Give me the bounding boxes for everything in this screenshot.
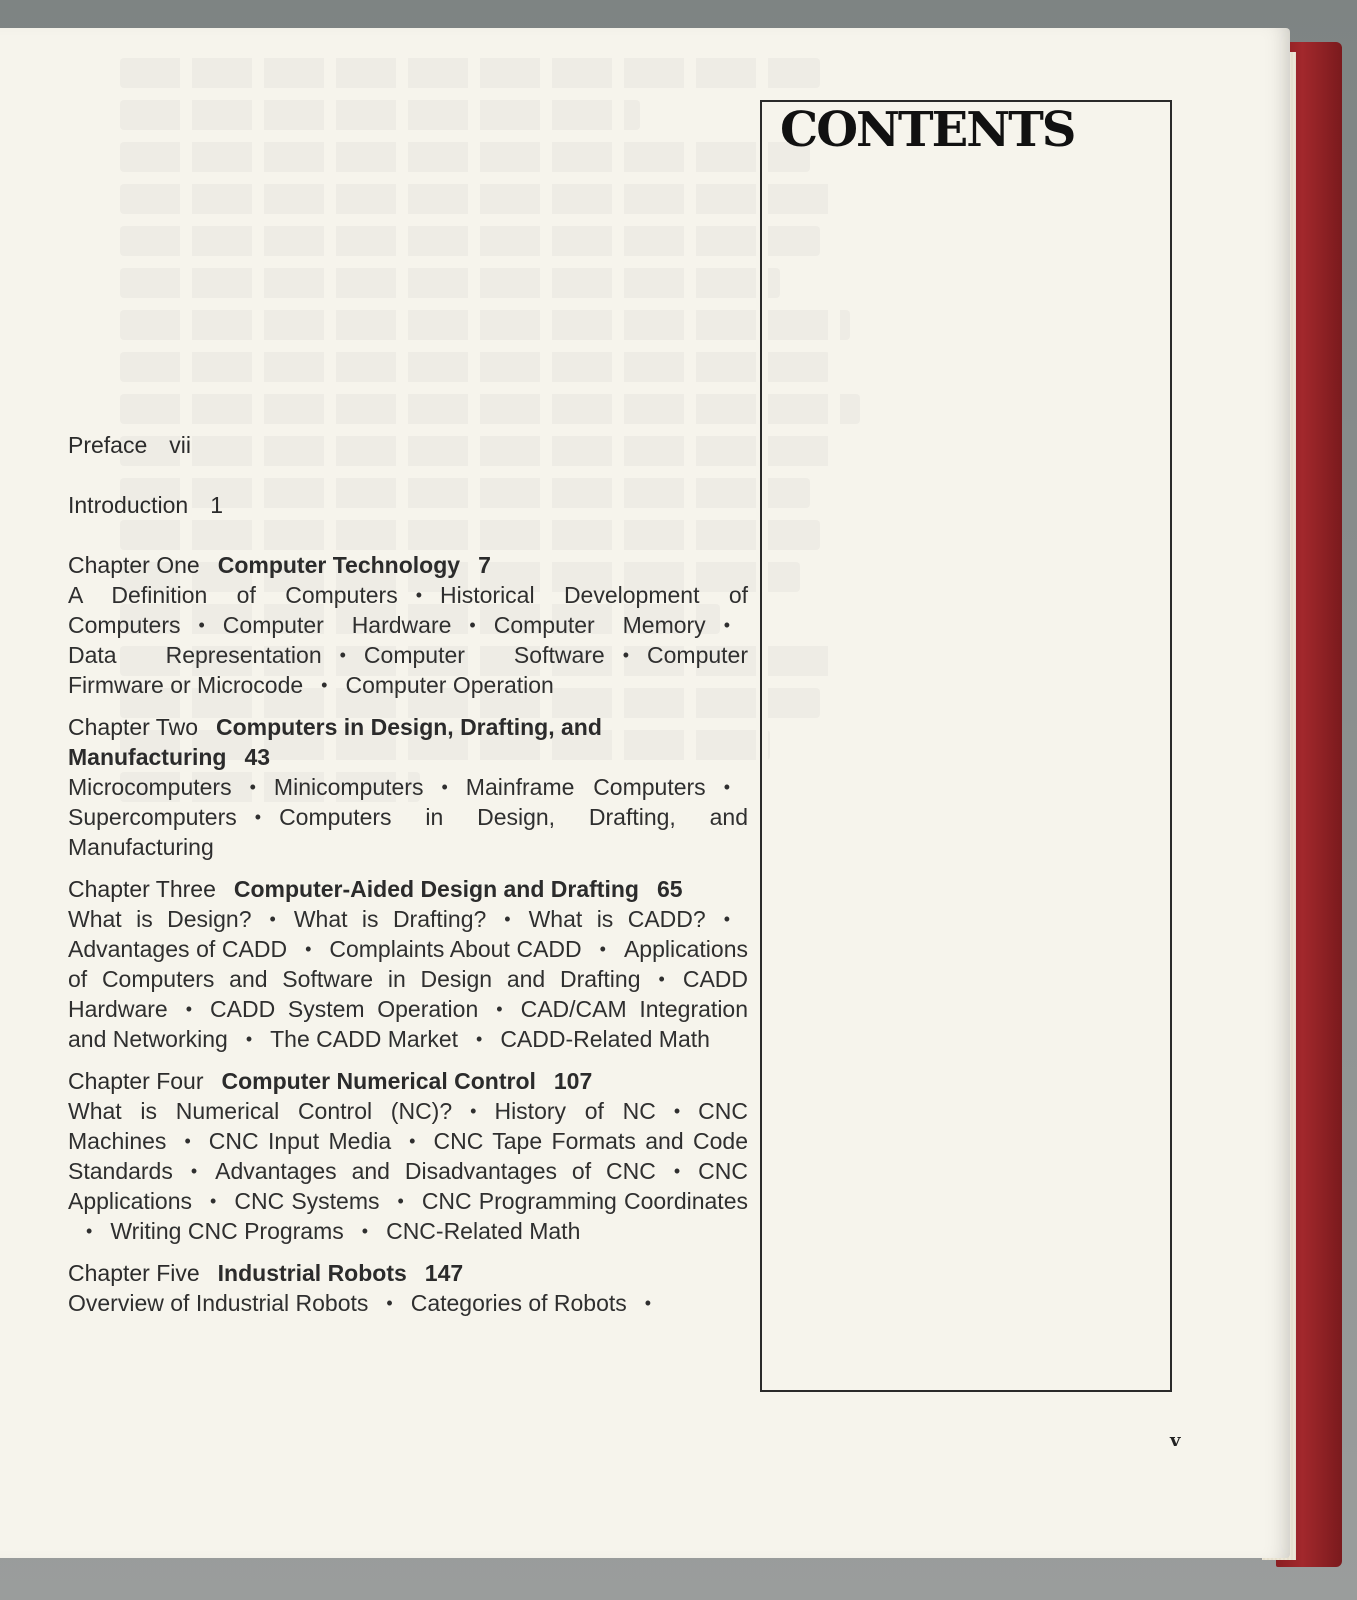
bullet-separator: • [470,1101,477,1121]
toc-chapter[interactable] [68,712,748,862]
chapter-page: 43 [244,744,271,770]
table-of-contents [68,430,748,1330]
bullet-separator: • [361,1221,369,1241]
topic-item: Supercomputers [68,804,237,830]
topic-item: CNC Tape Formats and Code Standards [68,1128,748,1184]
bullet-separator: • [469,615,476,635]
topic-item: CNC-Related Math [386,1218,581,1244]
toc-introduction-label: Introduction [68,492,189,518]
chapter-heading [68,550,748,580]
toc-chapter[interactable] [68,1258,748,1318]
topic-item: The CADD Market [270,1026,458,1052]
topic-item: Complaints About CADD [329,936,582,962]
topic-item: Data Representation [68,642,322,668]
bullet-separator: • [622,645,630,665]
bullet-separator: • [249,777,256,797]
chapter-number: Chapter Four [68,1068,204,1094]
toc-chapter[interactable] [68,874,748,1054]
bullet-separator: • [496,999,503,1019]
topic-item: Computer Firmware or Microcode [68,642,748,698]
topic-item: What is Drafting? [293,906,487,932]
bullet-separator: • [673,1101,681,1121]
chapter-topics [68,580,748,700]
chapter-heading [68,712,748,772]
page-number: v [1170,1430,1181,1451]
bullet-separator: • [658,969,665,989]
chapter-topics [68,1288,748,1318]
topic-item: CNC Input Media [208,1128,392,1154]
bullet-separator: • [190,1161,198,1181]
bullet-separator: • [184,1131,191,1151]
topic-item: CADD System Operation [210,996,479,1022]
topic-item: CNC Applications [68,1158,748,1214]
topic-item: A Definition of Computers [68,582,398,608]
chapter-page: 65 [656,876,683,902]
bullet-separator: • [397,1191,404,1211]
chapter-title: Computer Technology [217,552,461,578]
toc-preface-label: Preface [68,432,148,458]
bullet-separator: • [599,939,606,959]
topic-item: Advantages and Disadvantages of CNC [215,1158,656,1184]
topic-item: CADD-Related Math [500,1026,710,1052]
bullet-separator: • [386,1293,393,1313]
topic-item: Applications of Computers and Software in Design and Drafting [68,936,748,992]
topic-item: Minicomputers [273,774,424,800]
topic-item: Computer Hardware [222,612,452,638]
bullet-separator: • [415,585,423,605]
bullet-separator: • [476,1029,483,1049]
bullet-separator: • [254,807,262,827]
bullet-separator: • [210,1191,217,1211]
topic-item: Microcomputers [68,774,232,800]
chapter-topics [68,772,748,862]
toc-chapter[interactable] [68,550,748,700]
bullet-separator: • [441,777,448,797]
topic-item: CNC Systems [234,1188,380,1214]
bullet-separator: • [185,999,193,1019]
contents-frame [760,100,1172,1392]
bullet-separator: • [409,1131,416,1151]
topic-item: History of NC [494,1098,656,1124]
chapter-title: Computer Numerical Control [221,1068,536,1094]
topic-item: What is CADD? [528,906,706,932]
bullet-separator: • [723,909,730,929]
topic-item: Categories of Robots [410,1290,627,1316]
bullet-separator: • [198,615,205,635]
bullet-separator: • [245,1029,253,1049]
topic-item: CAD/CAM Integration and Networking [68,996,749,1052]
chapter-page: 7 [478,552,491,578]
chapter-page: 107 [553,1068,593,1094]
chapter-heading [68,874,748,904]
bullet-separator: • [339,645,346,665]
bullet-separator: • [86,1221,93,1241]
topic-item: Advantages of CADD [68,936,288,962]
topic-item: Computers in Design, Drafting, and Manufacturing [68,804,748,860]
chapter-list [68,550,748,1318]
bullet-separator: • [673,1161,681,1181]
contents-title: CONTENTS [780,102,1075,158]
topic-item: Computer Operation [345,672,554,698]
topic-item: Mainframe Computers [465,774,706,800]
chapter-title: Industrial Robots [217,1260,407,1286]
topic-item: Overview of Industrial Robots [68,1290,369,1316]
bullet-separator: • [504,909,511,929]
topic-item: What is Design? [68,906,252,932]
topic-item: Computer Software [363,642,605,668]
chapter-number: Chapter Two [68,714,198,740]
bullet-separator: • [644,1293,652,1313]
chapter-heading [68,1258,748,1288]
chapter-title: Computers in Design, Drafting, and Manufacturing [68,714,602,770]
toc-preface[interactable] [68,430,748,460]
bullet-separator: • [269,909,276,929]
toc-chapter[interactable] [68,1066,748,1246]
bullet-separator: • [723,777,730,797]
topic-item: Writing CNC Programs [110,1218,344,1244]
topic-item: CNC Machines [68,1098,748,1154]
toc-introduction[interactable] [68,490,748,520]
chapter-heading [68,1066,748,1096]
chapter-number: Chapter One [68,552,200,578]
topic-item: What is Numerical Control (NC)? [68,1098,453,1124]
toc-preface-page: vii [169,432,191,458]
topic-item: CNC Programming Coordinates [421,1188,748,1214]
toc-introduction-page: 1 [210,492,223,518]
topic-item: CADD Hardware [68,966,748,1022]
chapter-page: 147 [424,1260,464,1286]
bullet-separator: • [321,675,328,695]
chapter-number: Chapter Five [68,1260,200,1286]
chapter-topics [68,904,748,1054]
bullet-separator: • [305,939,312,959]
bullet-separator: • [723,615,730,635]
topic-item: Historical Development of Computers [68,582,748,638]
chapter-topics [68,1096,748,1246]
topic-item: Computer Memory [493,612,706,638]
chapter-number: Chapter Three [68,876,216,902]
chapter-title: Computer-Aided Design and Drafting [233,876,639,902]
